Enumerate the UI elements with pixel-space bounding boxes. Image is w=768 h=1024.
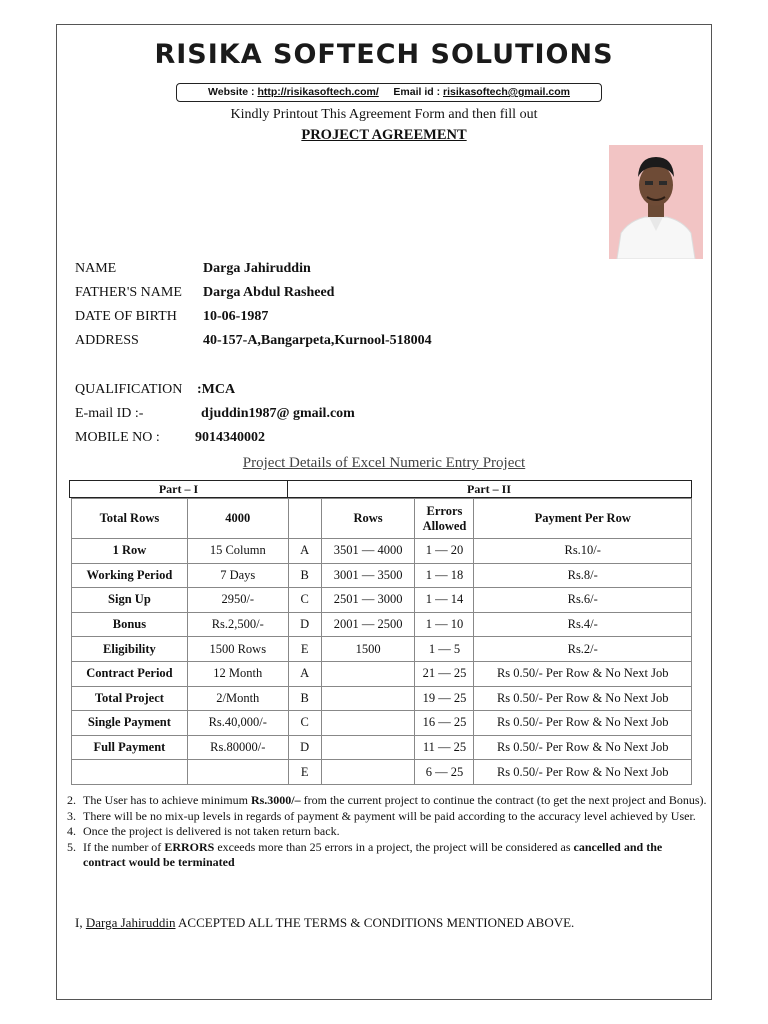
row-errors: 1 — 10 (415, 612, 474, 637)
row-range (321, 686, 415, 711)
row-range: 2501 — 3000 (321, 588, 415, 613)
address-label: ADDRESS (75, 333, 139, 348)
website-label: Website : (208, 86, 255, 98)
contact-box (176, 83, 602, 102)
father-name-value: Darga Abdul Rasheed (203, 285, 335, 300)
row-label (72, 760, 188, 785)
email-id-label: E-mail ID :- (75, 406, 144, 421)
dob-value: 10-06-1987 (203, 309, 269, 324)
row-label: Bonus (72, 612, 188, 637)
row-grade: D (288, 612, 321, 637)
row-label: Full Payment (72, 735, 188, 760)
row-grade: E (288, 760, 321, 785)
project-heading: Project Details of Excel Numeric Entry Project (242, 455, 526, 471)
row-value: 2/Month (187, 686, 288, 711)
project-table (71, 498, 692, 785)
row-value: 15 Column (187, 539, 288, 564)
agreement-page (56, 24, 712, 1000)
row-value (187, 760, 288, 785)
qualification-value: :MCA (197, 382, 236, 397)
row-label: Working Period (72, 563, 188, 588)
table-row (72, 735, 692, 760)
table-row (72, 760, 692, 785)
term-item: 2. The User has to achieve minimum Rs.3000/– from the current project to continue the contract (to get the next project and Bonus). (67, 793, 707, 807)
row-payment: Rs 0.50/- Per Row & No Next Job (474, 661, 692, 686)
term-item: 4. Once the project is delivered is not taken return back. (67, 824, 340, 838)
row-value: 2950/- (187, 588, 288, 613)
table-row (72, 612, 692, 637)
row-label: Sign Up (72, 588, 188, 613)
row-range (321, 760, 415, 785)
row-range: 3501 — 4000 (321, 539, 415, 564)
row-range (321, 735, 415, 760)
row-grade: D (288, 735, 321, 760)
term-item: 3. There will be no mix-up levels in regards of payment & payment will be paid according to the accuracy level achieved by User. (67, 808, 696, 823)
row-grade: B (288, 686, 321, 711)
table-row (72, 686, 692, 711)
row-errors: 1 — 20 (415, 539, 474, 564)
row-range: 3001 — 3500 (321, 563, 415, 588)
row-value: 12 Month (187, 661, 288, 686)
table-row (72, 563, 692, 588)
total-rows-value: 4000 (187, 499, 288, 539)
table-header-row (72, 499, 692, 539)
row-errors: 19 — 25 (415, 686, 474, 711)
acceptance-statement: I, Darga Jahiruddin ACCEPTED ALL THE TERMS & CONDITIONS MENTIONED ABOVE. (75, 915, 575, 930)
row-grade: B (288, 563, 321, 588)
row-errors: 11 — 25 (415, 735, 474, 760)
website-link[interactable]: http://risikasoftech.com/ (257, 86, 379, 98)
table-row (72, 637, 692, 662)
row-payment: Rs.2/- (474, 637, 692, 662)
row-grade: A (288, 661, 321, 686)
table-row (72, 711, 692, 736)
terms-list (67, 793, 707, 871)
row-range (321, 661, 415, 686)
row-label: Single Payment (72, 711, 188, 736)
father-name-label: FATHER'S NAME (75, 285, 182, 300)
row-payment: Rs.10/- (474, 539, 692, 564)
parts-header (69, 480, 692, 498)
company-title: RISIKA SOFTECH SOLUTIONS (154, 39, 614, 70)
email-id-value: djuddin1987@ gmail.com (201, 406, 355, 421)
row-label: Total Project (72, 686, 188, 711)
row-label: 1 Row (72, 539, 188, 564)
row-payment: Rs 0.50/- Per Row & No Next Job (474, 711, 692, 736)
row-grade: A (288, 539, 321, 564)
row-value: Rs.2,500/- (187, 612, 288, 637)
row-range (321, 711, 415, 736)
row-errors: 1 — 5 (415, 637, 474, 662)
row-range: 2001 — 2500 (321, 612, 415, 637)
row-range: 1500 (321, 637, 415, 662)
total-rows-label: Total Rows (72, 499, 188, 539)
qualification-label: QUALIFICATION (75, 382, 183, 397)
mobile-value: 9014340002 (195, 430, 265, 445)
row-errors: 6 — 25 (415, 760, 474, 785)
form-title: PROJECT AGREEMENT (301, 127, 467, 143)
row-payment: Rs 0.50/- Per Row & No Next Job (474, 735, 692, 760)
part-two-label: Part – II (467, 482, 511, 496)
row-grade: C (288, 588, 321, 613)
row-payment: Rs 0.50/- Per Row & No Next Job (474, 686, 692, 711)
errors-header: Errors Allowed (415, 499, 474, 539)
mobile-label: MOBILE NO : (75, 430, 160, 445)
row-value: 1500 Rows (187, 637, 288, 662)
email-label: Email id : (393, 86, 441, 98)
row-payment: Rs.4/- (474, 612, 692, 637)
row-payment: Rs 0.50/- Per Row & No Next Job (474, 760, 692, 785)
row-payment: Rs.6/- (474, 588, 692, 613)
name-label: NAME (75, 261, 117, 276)
row-payment: Rs.8/- (474, 563, 692, 588)
applicant-photo (609, 145, 703, 259)
email-link[interactable]: risikasoftech@gmail.com (443, 86, 570, 98)
term-item: 5. If the number of ERRORS exceeds more than 25 errors in a project, the project will be considered as cancelled and the contract would be terminated (67, 839, 663, 869)
signer-name: Darga Jahiruddin (85, 915, 176, 930)
instruction-text: Kindly Printout This Agreement Form and then fill out (230, 107, 538, 122)
row-label: Eligibility (72, 637, 188, 662)
row-errors: 21 — 25 (415, 661, 474, 686)
address-value: 40-157-A,Bangarpeta,Kurnool-518004 (203, 333, 432, 348)
row-errors: 16 — 25 (415, 711, 474, 736)
row-value: Rs.40,000/- (187, 711, 288, 736)
table-row (72, 588, 692, 613)
row-grade: E (288, 637, 321, 662)
dob-label: DATE OF BIRTH (75, 309, 177, 324)
grade-header (288, 499, 321, 539)
part-one-label: Part – I (70, 481, 288, 497)
row-value: Rs.80000/- (187, 735, 288, 760)
row-value: 7 Days (187, 563, 288, 588)
payment-header: Payment Per Row (474, 499, 692, 539)
row-errors: 1 — 18 (415, 563, 474, 588)
rows-header: Rows (321, 499, 415, 539)
row-grade: C (288, 711, 321, 736)
row-label: Contract Period (72, 661, 188, 686)
table-row (72, 661, 692, 686)
name-value: Darga Jahiruddin (203, 261, 311, 276)
row-errors: 1 — 14 (415, 588, 474, 613)
table-row (72, 539, 692, 564)
